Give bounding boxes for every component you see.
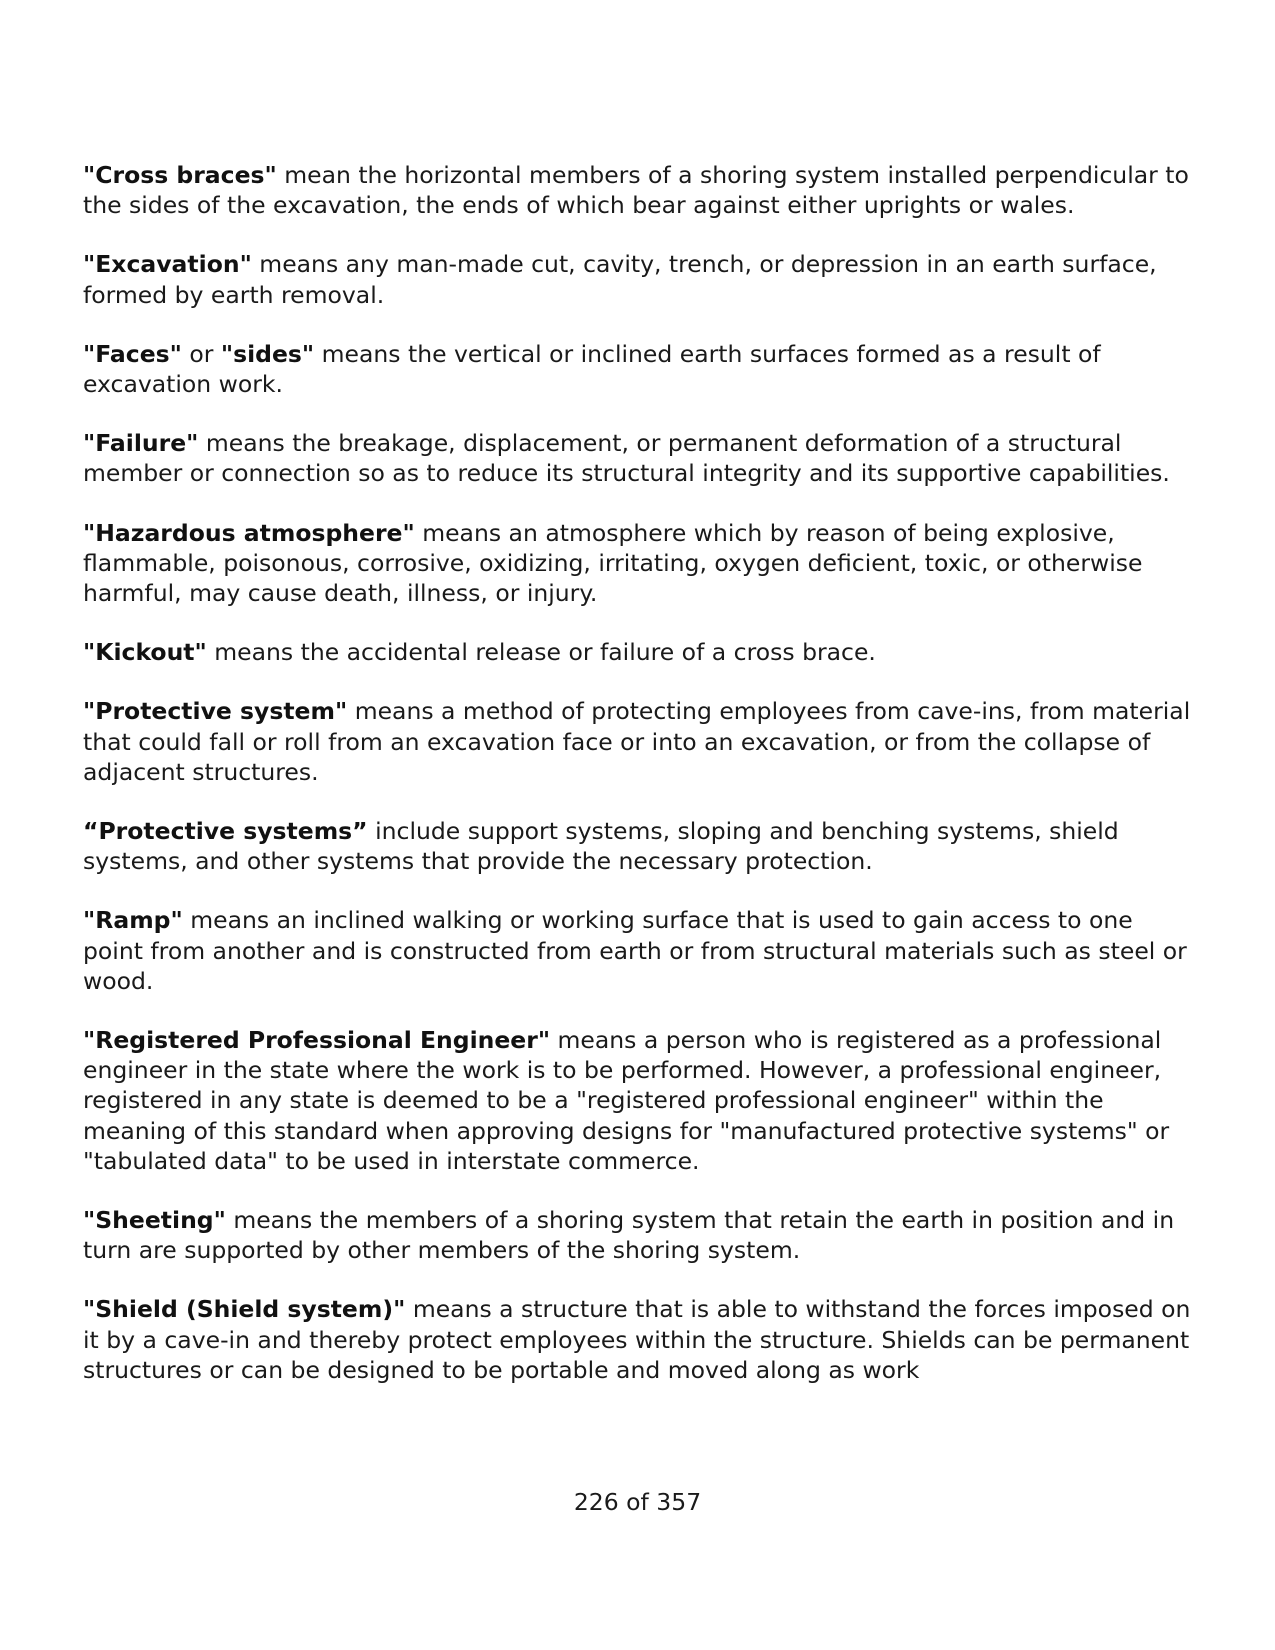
definition-text: means a method of protecting employees from cave-ins, from material that could fall or roll from an excavation face or into an excavation, or from the collapse of adjacent structures. (83, 697, 1191, 786)
definition-term: "Kickout" (83, 638, 207, 667)
definition-text: means an atmosphere which by reason of being explosive, flammable, poisonous, corrosive, oxidizing, irritating, oxygen deficient, toxic, or otherwise harmful, may cause death, illness, or injury. (83, 518, 1143, 608)
definition-text: means an inclined walking or working surface that is used to gain access to one point from another and is constructed from earth or from structural materials such as steel or wood. (83, 906, 1187, 995)
definition-text: include support systems, sloping and benching systems, shield systems, and other systems that provide the necessary protection. (83, 817, 1119, 876)
definition-term: "sides" (220, 339, 315, 368)
definition-term: "Excavation" (83, 250, 252, 279)
definition-text: means the breakage, displacement, or permanent deformation of a structural member or connection so as to reduce its structural integrity and its supportive capabilities. (83, 429, 1170, 488)
definition-term: "Protective system" (83, 697, 348, 726)
definition-text: or (181, 339, 221, 368)
definition-text: means a structure that is able to withstand the forces imposed on it by a cave-in and thereby protect employees within the structure. Shields can be permanent structures or can be designed to be portable and moved along as work (83, 1295, 1191, 1384)
definition-registered-professional-engineer (83, 1025, 1193, 1176)
definition-text: means the members of a shoring system that retain the earth in position and in turn are supported by other members of the shoring system. (83, 1206, 1175, 1265)
definition-ramp (83, 905, 1193, 996)
definition-term: "Cross braces" (83, 161, 277, 189)
definition-term: "Sheeting" (83, 1206, 226, 1235)
definition-text: means the accidental release or failure of a cross brace. (206, 638, 876, 667)
definition-term: "Registered Professional Engineer" (83, 1026, 551, 1055)
definition-excavation (83, 249, 1193, 309)
definition-term: "Failure" (83, 429, 199, 458)
definition-term: "Ramp" (83, 906, 183, 935)
definition-term: "Shield (Shield system)" (83, 1295, 406, 1324)
definition-hazardous-atmosphere (83, 518, 1193, 609)
document-body (83, 160, 1193, 1414)
definition-kickout (83, 637, 1193, 667)
definition-protective-system (83, 696, 1193, 787)
definition-failure (83, 428, 1193, 488)
definition-text: mean the horizontal members of a shoring system installed perpendicular to the sides of the excavation, the ends of which bear against either uprights or wales. (83, 161, 1189, 220)
definition-text: means a person who is registered as a professional engineer in the state where the work is to be performed. However, a professional engineer, registered in any state is deemed to be a "registered professional engineer" within the meaning of this standard when approving designs for "manufactured protective systems" or "tabulated data" to be used in interstate commerce. (83, 1026, 1170, 1175)
definition-faces-sides (83, 339, 1193, 399)
definition-protective-systems (83, 816, 1193, 876)
definition-cross-braces (83, 160, 1193, 220)
definition-text: means any man-made cut, cavity, trench, or depression in an earth surface, formed by earth removal. (83, 250, 1157, 309)
definition-term: "Faces" (83, 339, 182, 368)
definition-sheeting (83, 1205, 1193, 1265)
definition-term: “Protective systems” (83, 817, 368, 846)
definition-text: means the vertical or inclined earth surfaces formed as a result of excavation work. (83, 339, 1101, 399)
page-number: 226 of 357 (573, 1488, 702, 1516)
definition-term: "Hazardous atmosphere" (83, 518, 415, 547)
definition-shield (83, 1294, 1193, 1385)
